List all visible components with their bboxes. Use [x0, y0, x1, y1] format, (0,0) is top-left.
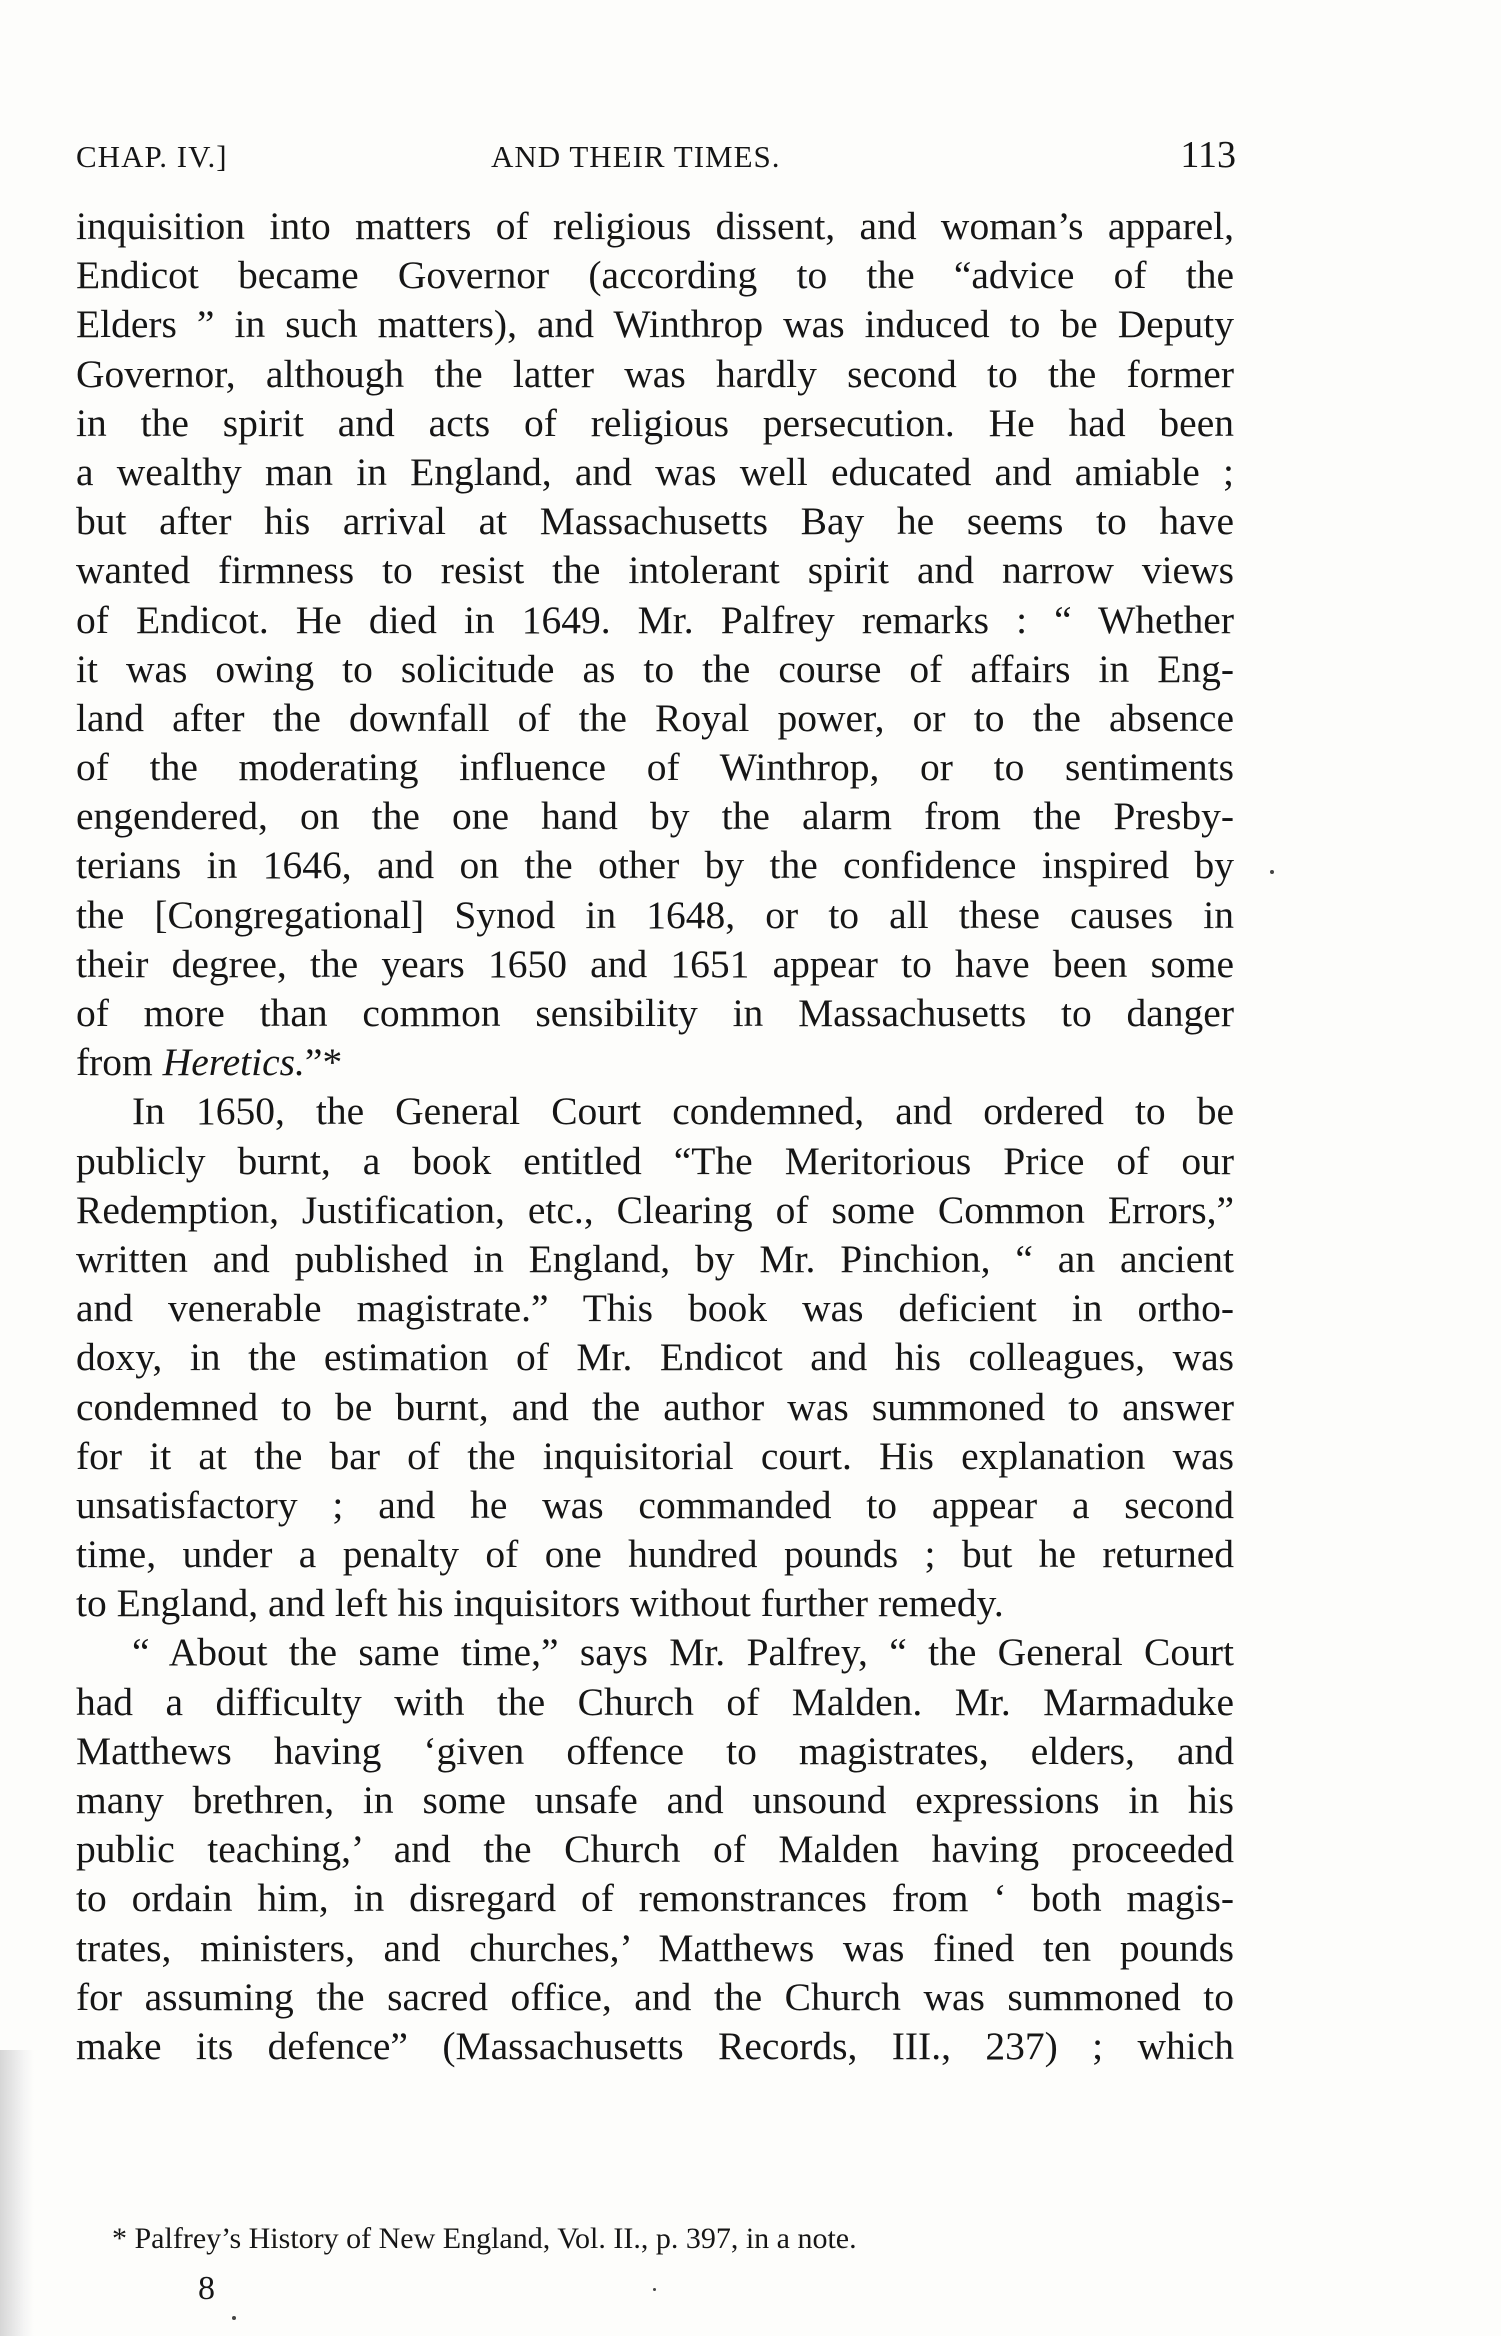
- text-line: terians in 1646, and on the other by the confidence inspired by: [76, 843, 1234, 888]
- page-number: 113: [1180, 134, 1236, 176]
- text-line: and venerable magistrate.” This book was deficient in ortho-: [76, 1286, 1234, 1331]
- text-line: [76, 1038, 1234, 1087]
- body-text: [76, 202, 1234, 2071]
- running-title: AND THEIR TIMES.: [491, 139, 781, 174]
- scan-edge-shadow: [0, 2050, 34, 2336]
- text-line: trates, ministers, and churches,’ Matthews was fined ten pounds: [76, 1925, 1234, 1970]
- text-line: written and published in England, by Mr. Pinchion, “ an ancient: [76, 1236, 1234, 1281]
- signature-mark: 8: [198, 2270, 215, 2307]
- scan-speck: [232, 2316, 236, 2320]
- text-line: wanted firmness to resist the intolerant spirit and narrow views: [76, 548, 1234, 593]
- text-line: time, under a penalty of one hundred pounds ; but he returned: [76, 1532, 1234, 1577]
- italic-term: Heretics.: [162, 1040, 305, 1085]
- text-line: in the spirit and acts of religious persecution. He had been: [76, 400, 1234, 445]
- footnote-marker: ”*: [304, 1040, 343, 1085]
- scan-speck: [653, 2288, 656, 2291]
- text-line: Matthews having ‘given offence to magistrates, elders, and: [76, 1728, 1234, 1773]
- chapter-label: CHAP. IV.]: [76, 139, 228, 174]
- text-line: Governor, although the latter was hardly second to the former: [76, 351, 1234, 396]
- paragraph-first-line: In 1650, the General Court condemned, and ordered to be: [132, 1089, 1234, 1134]
- text-line: for it at the bar of the inquisitorial court. His explanation was: [76, 1433, 1234, 1478]
- text-line: Redemption, Justification, etc., Clearing of some Common Errors,”: [76, 1187, 1234, 1232]
- text-line: had a difficulty with the Church of Malden. Mr. Marmaduke: [76, 1679, 1234, 1724]
- text-line: of Endicot. He died in 1649. Mr. Palfrey remarks : “ Whether: [76, 597, 1234, 642]
- scan-speck: [1270, 870, 1274, 874]
- text-line: it was owing to solicitude as to the course of affairs in Eng-: [76, 646, 1234, 691]
- text-line: inquisition into matters of religious dissent, and woman’s apparel,: [76, 204, 1234, 248]
- text-line: to ordain him, in disregard of remonstrances from ‘ both magis-: [76, 1876, 1234, 1921]
- text-line: of the moderating influence of Winthrop, or to sentiments: [76, 745, 1234, 790]
- text-line: publicly burnt, a book entitled “The Meritorious Price of our: [76, 1138, 1234, 1183]
- text-line: many brethren, in some unsafe and unsound expressions in his: [76, 1778, 1234, 1822]
- text-line: for assuming the sacred office, and the Church was summoned to: [76, 1974, 1234, 2019]
- text-line: of more than common sensibility in Massachusetts to danger: [76, 991, 1234, 1035]
- text-line: their degree, the years 1650 and 1651 appear to have been some: [76, 941, 1234, 986]
- text-fragment: from: [76, 1040, 163, 1085]
- text-line: condemned to be burnt, and the author was summoned to answer: [76, 1384, 1234, 1429]
- text-line: engendered, on the one hand by the alarm from the Presby-: [76, 794, 1234, 839]
- running-header: [76, 133, 1236, 183]
- text-line: but after his arrival at Massachusetts Bay he seems to have: [76, 499, 1234, 544]
- text-line: doxy, in the estimation of Mr. Endicot and his colleagues, was: [76, 1335, 1234, 1380]
- footnote: * Palfrey’s History of New England, Vol. II., p. 397, in a note.: [112, 2222, 857, 2255]
- text-line: a wealthy man in England, and was well educated and amiable ;: [76, 449, 1234, 494]
- text-line: to England, and left his inquisitors without further remedy.: [76, 1581, 1004, 1626]
- paragraph-first-line: “ About the same time,” says Mr. Palfrey, “ the General Court: [132, 1630, 1234, 1675]
- text-line: make its defence” (Massachusetts Records, III., 237) ; which: [76, 2023, 1234, 2068]
- text-line: Endicot became Governor (according to the “advice of the: [76, 253, 1234, 298]
- text-line: land after the downfall of the Royal power, or to the absence: [76, 695, 1234, 740]
- text-line: the [Congregational] Synod in 1648, or to all these causes in: [76, 892, 1234, 937]
- text-line: public teaching,’ and the Church of Malden having proceeded: [76, 1827, 1234, 1872]
- text-line: Elders ” in such matters), and Winthrop was induced to be Deputy: [76, 302, 1234, 347]
- text-line: unsatisfactory ; and he was commanded to appear a second: [76, 1482, 1234, 1527]
